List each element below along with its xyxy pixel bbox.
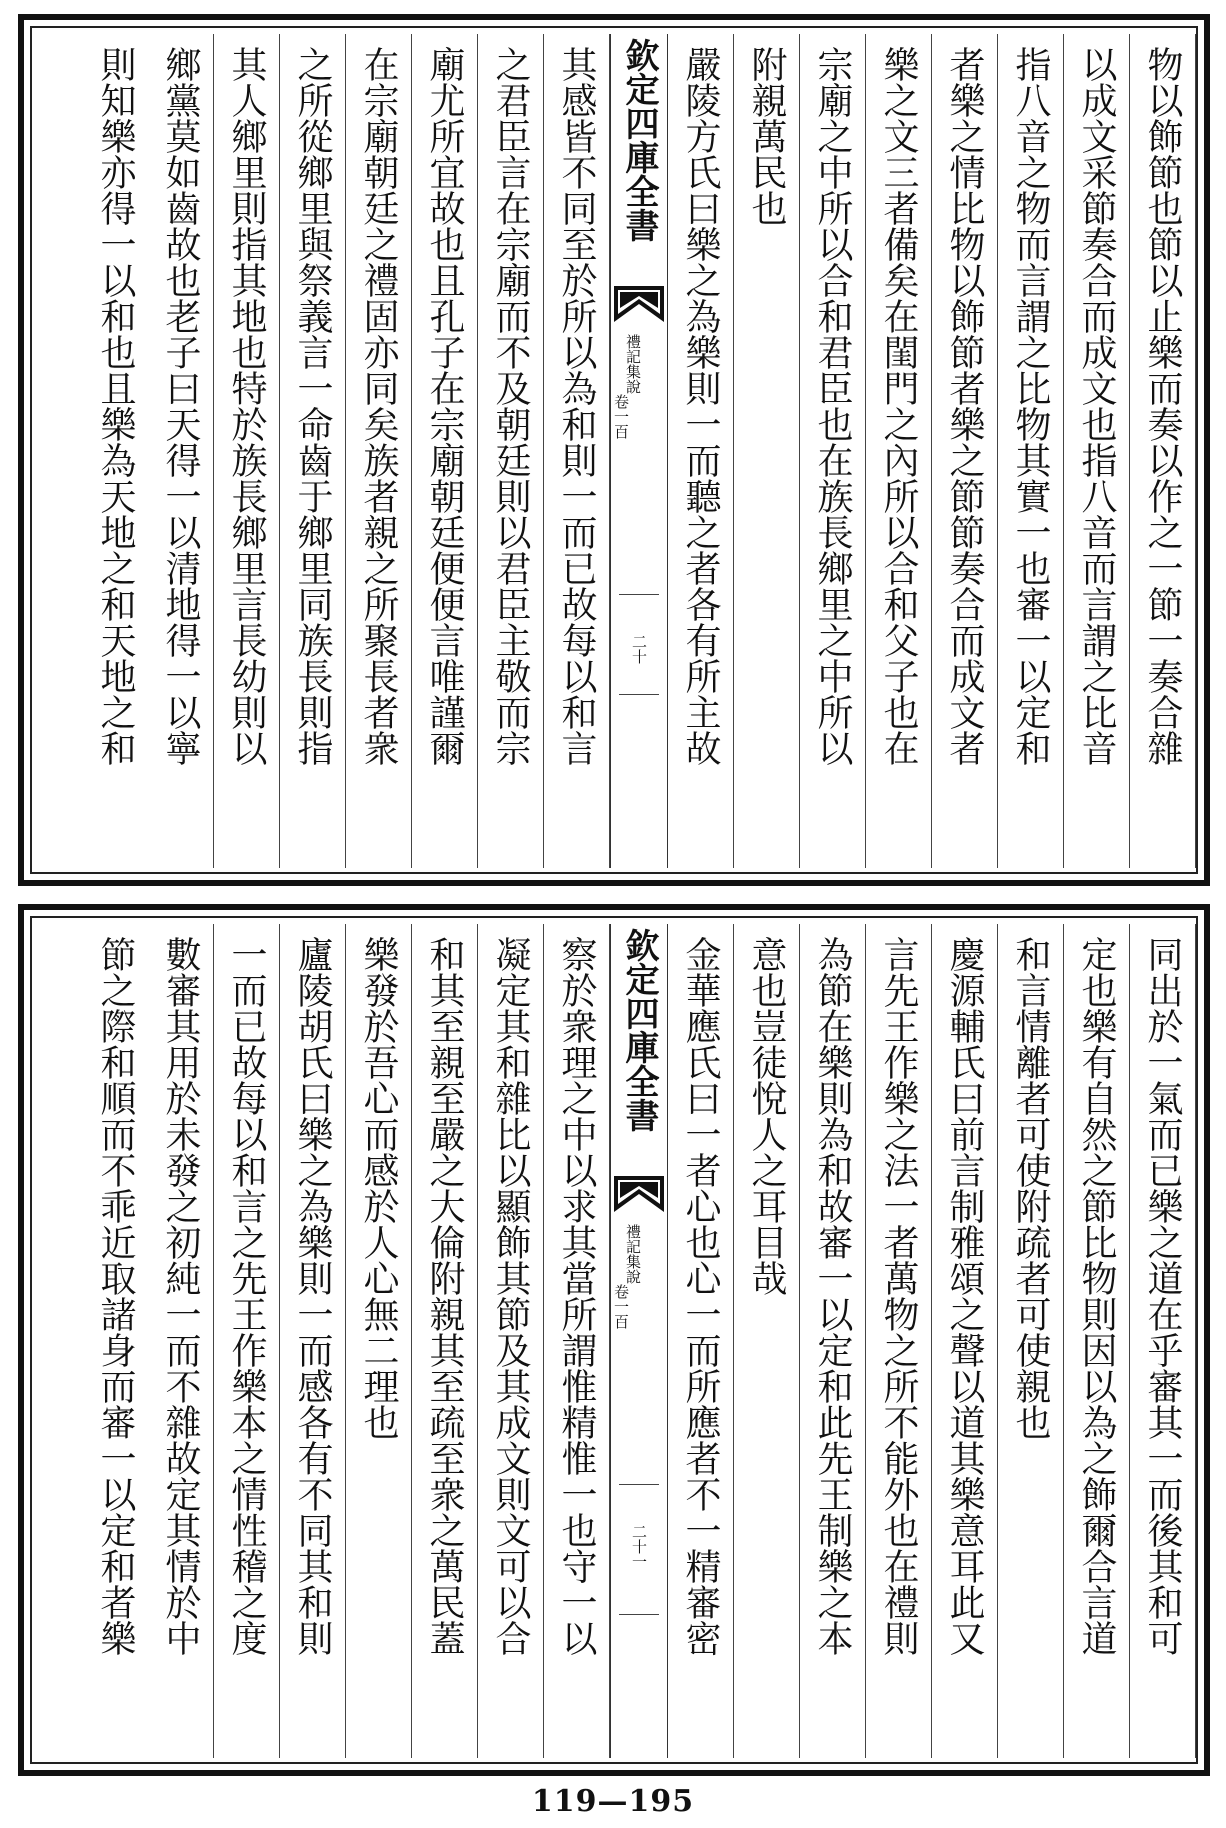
text-column	[1130, 34, 1196, 868]
text-column	[478, 924, 544, 1758]
text-column	[668, 924, 734, 1758]
center-margin	[610, 924, 668, 1758]
text-column	[346, 924, 412, 1758]
text-column	[1064, 34, 1130, 868]
column-text: 鄉黨莫如齒故也老子曰天得一以清地得一以寧	[160, 46, 201, 766]
column-text: 之君臣言在宗廟而不及朝廷則以君臣主敬而宗	[490, 46, 531, 766]
text-column	[412, 34, 478, 868]
column-text: 意也豈徒悅人之耳目哉	[746, 936, 787, 1296]
text-column	[148, 924, 214, 1758]
fish-tail-mark-icon	[614, 286, 664, 322]
text-column	[544, 34, 610, 868]
text-column	[668, 34, 734, 868]
column-text: 之所從鄉里與祭義言一命齒于鄉里同族長則指	[292, 46, 333, 766]
column-text: 宗廟之中所以合和君臣也在族長鄉里之中所以	[812, 46, 853, 766]
text-column	[866, 34, 932, 868]
column-text: 和言情離者可使附疏者可使親也	[1010, 936, 1051, 1440]
text-column	[280, 34, 346, 868]
folio-number: 二十	[630, 634, 648, 664]
text-column	[214, 924, 280, 1758]
book-title: 禮記集說	[624, 334, 642, 394]
text-column	[866, 924, 932, 1758]
collection-title: 欽定四庫全書	[619, 38, 659, 242]
column-text: 以成文采節奏合而成文也指八音而言謂之比音	[1076, 46, 1117, 766]
page-number: 119—195	[531, 1784, 695, 1819]
text-column	[82, 924, 148, 1758]
column-text: 廟尤所宜故也且孔子在宗廟朝廷便便言唯謹爾	[424, 46, 465, 766]
column-text: 數審其用於未發之初純一而不雜故定其情於中	[160, 936, 201, 1656]
lower-page	[18, 904, 1210, 1776]
column-text: 節之際和順而不乖近取諸身而審一以定和者樂	[95, 936, 136, 1656]
column-text: 慶源輔氏曰前言制雅頌之聲以道其樂意耳此又	[944, 936, 985, 1656]
upper-page-frame	[30, 26, 1198, 874]
text-column	[734, 924, 800, 1758]
book-title: 禮記集說	[624, 1224, 642, 1284]
center-margin	[610, 34, 668, 868]
folio-number: 二十一	[630, 1524, 648, 1569]
text-column	[932, 34, 998, 868]
column-text: 同出於一氣而已樂之道在乎審其一而後其和可	[1142, 936, 1183, 1656]
text-column	[412, 924, 478, 1758]
divider	[619, 694, 659, 695]
column-text: 附親萬民也	[746, 46, 787, 226]
text-column	[82, 34, 148, 868]
text-column	[280, 924, 346, 1758]
column-text: 則知樂亦得一以和也且樂為天地之和天地之和	[95, 46, 136, 766]
text-column	[148, 34, 214, 868]
column-text: 其感皆不同至於所以為和則一而已故每以和言	[556, 46, 597, 766]
column-text: 金華應氏曰一者心也心一而所應者不一精審密	[680, 936, 721, 1656]
text-column	[998, 34, 1064, 868]
text-column	[1064, 924, 1130, 1758]
column-text: 樂之文三者備矣在閨門之內所以合和父子也在	[878, 46, 919, 766]
text-column	[800, 924, 866, 1758]
text-column	[214, 34, 280, 868]
text-column	[734, 34, 800, 868]
divider	[619, 1614, 659, 1615]
column-text: 樂發於吾心而感於人心無二理也	[358, 936, 399, 1440]
column-text: 其人鄉里則指其地也特於族長鄉里言長幼則以	[226, 46, 267, 766]
volume-label: 卷一百	[612, 394, 630, 439]
text-column	[998, 924, 1064, 1758]
column-text: 一而已故每以和言之先王作樂本之情性稽之度	[226, 936, 267, 1656]
text-column	[932, 924, 998, 1758]
upper-page	[18, 14, 1210, 886]
column-text: 定也樂有自然之節比物則因以為之飾爾合言道	[1076, 936, 1117, 1656]
column-text: 凝定其和雜比以顯飾其節及其成文則文可以合	[490, 936, 531, 1656]
column-text: 察於衆理之中以求其當所謂惟精惟一也守一以	[556, 936, 597, 1656]
column-text: 指八音之物而言謂之比物其實一也審一以定和	[1010, 46, 1051, 766]
column-text: 言先王作樂之法一者萬物之所不能外也在禮則	[878, 936, 919, 1656]
column-text: 和其至親至嚴之大倫附親其至疏至衆之萬民蓋	[424, 936, 465, 1656]
volume-label: 卷一百	[612, 1284, 630, 1329]
column-text: 嚴陵方氏曰樂之為樂則一而聽之者各有所主故	[680, 46, 721, 766]
lower-page-frame	[30, 916, 1198, 1764]
text-column	[346, 34, 412, 868]
text-column	[800, 34, 866, 868]
column-text: 者樂之情比物以飾節者樂之節節奏合而成文者	[944, 46, 985, 766]
collection-title: 欽定四庫全書	[619, 928, 659, 1132]
text-column	[544, 924, 610, 1758]
column-text: 為節在樂則為和故審一以定和此先王制樂之本	[812, 936, 853, 1656]
divider	[619, 594, 659, 595]
column-text: 在宗廟朝廷之禮固亦同矣族者親之所聚長者衆	[358, 46, 399, 766]
text-column	[478, 34, 544, 868]
fish-tail-mark-icon	[614, 1176, 664, 1212]
divider	[619, 1484, 659, 1485]
column-text: 廬陵胡氏曰樂之為樂則一而感各有不同其和則	[292, 936, 333, 1656]
text-column	[1130, 924, 1196, 1758]
column-text: 物以飾節也節以止樂而奏以作之一節一奏合雜	[1142, 46, 1183, 766]
